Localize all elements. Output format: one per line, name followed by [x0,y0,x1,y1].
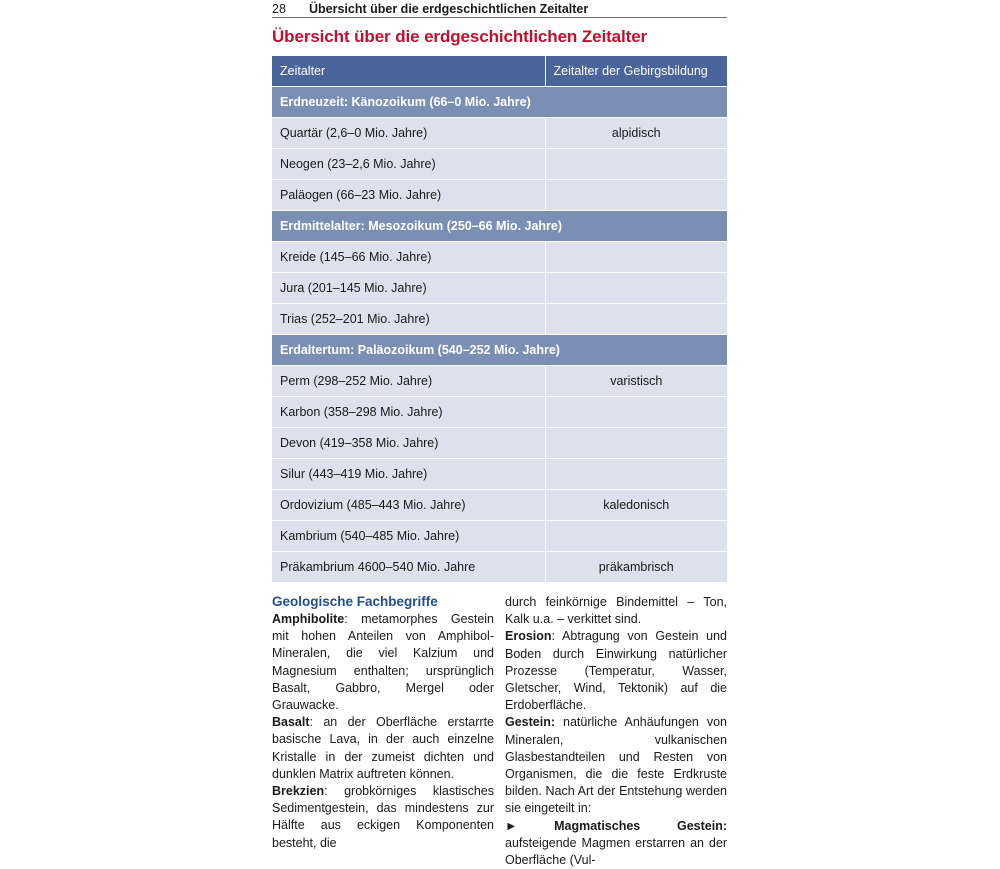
era-cell: Quartär (2,6–0 Mio. Jahre) [272,118,545,149]
orogeny-cell: varistisch [545,366,727,397]
bullet-arrow-icon: ► [505,818,518,833]
glossary-column-right [505,594,727,869]
glossary-term: Amphibolite [272,612,345,626]
glossary-definition: Abtragung von Gestein und Boden durch Einwirkung natürlicher Prozesse (Temperatur, Wasser, Gletscher, Wind, Tektonik) auf die Erdoberfläche. [505,629,727,713]
glossary-definition: aufsteigende Magmen erstarren an der Oberfläche (Vul- [505,835,727,868]
era-cell: Karbon (358–298 Mio. Jahre) [272,397,545,428]
orogeny-cell [545,273,727,304]
book-page [272,0,727,868]
glossary-term: Gestein: [505,715,556,730]
glossary-definition: an der Oberfläche erstarrte basische Lava, in der auch einzelne Kristalle in der zumeist dichten und dunklen Matrix auftreten können. [272,715,494,781]
table-row [272,459,727,490]
column-header-era: Zeitalter [272,56,545,87]
table-header-row [272,56,727,87]
glossary-entry [272,783,494,852]
orogeny-cell [545,304,727,335]
table-row [272,273,727,304]
table-row [272,242,727,273]
table-row [272,490,727,521]
glossary-column-left [272,592,494,852]
orogeny-cell [545,242,727,273]
era-cell: Jura (201–145 Mio. Jahre) [272,273,545,304]
orogeny-cell [545,397,727,428]
term-separator: : [309,715,314,730]
era-cell: Silur (443–419 Mio. Jahre) [272,459,545,490]
column-header-orogeny: Zeitalter der Gebirgsbildung [545,56,727,87]
orogeny-cell [545,180,727,211]
orogeny-cell [545,428,727,459]
glossary-definition: grobkörniges klastisches Sedimentgestein, das mindestens zur Hälfte aus eckigen Komponenten besteht, die [272,784,494,850]
table-row [272,397,727,428]
table-row [272,149,727,180]
glossary-term: Basalt [272,715,310,730]
table-row [272,552,727,583]
group-title: Erdaltertum: Paläozoikum (540–252 Mio. Jahre) [272,335,727,366]
glossary-term: Magmatisches Gestein: [554,818,727,833]
group-title: Erdneuzeit: Känozoikum (66–0 Mio. Jahre) [272,87,727,118]
era-cell: Präkambrium 4600–540 Mio. Jahre [272,552,545,583]
glossary-entry [272,714,494,783]
glossary-entry [272,611,494,714]
orogeny-cell [545,459,727,490]
era-cell: Trias (252–201 Mio. Jahre) [272,304,545,335]
table-row [272,304,727,335]
page-number: 28 [272,2,286,16]
table-row [272,521,727,552]
era-cell: Perm (298–252 Mio. Jahre) [272,366,545,397]
era-cell: Devon (419–358 Mio. Jahre) [272,428,545,459]
glossary-term: Erosion [505,629,552,644]
running-head [272,0,727,18]
era-table [272,56,727,583]
era-cell: Kreide (145–66 Mio. Jahre) [272,242,545,273]
orogeny-cell [545,149,727,180]
group-title: Erdmittelalter: Mesozoikum (250–66 Mio. Jahre) [272,211,727,242]
glossary-heading: Geologische Fachbegriffe [272,594,438,609]
glossary-definition: natürliche Anhäufungen von Mineralen, vulkanischen Glasbestandteilen und Resten von Organismen, die die feste Erdkruste bilden. Nach Art der Entstehung werden sie eingeteilt in: [505,715,727,816]
glossary-entry [505,628,727,714]
table-row [272,118,727,149]
term-separator: : [551,629,556,644]
glossary-definition: durch feinkörnige Bindemittel – Ton, Kalk u.a. – verkittet sind. [505,595,727,627]
glossary-entry [505,714,727,817]
term-separator: : [324,784,328,799]
orogeny-cell: alpidisch [545,118,727,149]
era-cell: Neogen (23–2,6 Mio. Jahre) [272,149,545,180]
table-row [272,180,727,211]
orogeny-cell [545,521,727,552]
era-cell: Kambrium (540–485 Mio. Jahre) [272,521,545,552]
group-row [272,87,727,118]
glossary-entry [505,818,727,869]
glossary-entry [505,594,727,628]
orogeny-cell: präkambrisch [545,552,727,583]
era-cell: Paläogen (66–23 Mio. Jahre) [272,180,545,211]
orogeny-cell: kaledonisch [545,490,727,521]
era-cell: Ordovizium (485–443 Mio. Jahre) [272,490,545,521]
term-separator: : [344,612,348,626]
glossary-definition: metamorphes Gestein mit hohen Anteilen von Amphibol-Mineralen, die viel Kalzium und Magnesium enthalten; ursprünglich Basalt, Gabbro, Mergel oder Grauwacke. [272,612,494,713]
running-head-title: Übersicht über die erdgeschichtlichen Zeitalter [309,2,589,16]
glossary-term: Brekzien [272,784,325,799]
group-row [272,335,727,366]
group-row [272,211,727,242]
page-title: Übersicht über die erdgeschichtlichen Zeitalter [272,27,648,46]
table-row [272,428,727,459]
table-row [272,366,727,397]
